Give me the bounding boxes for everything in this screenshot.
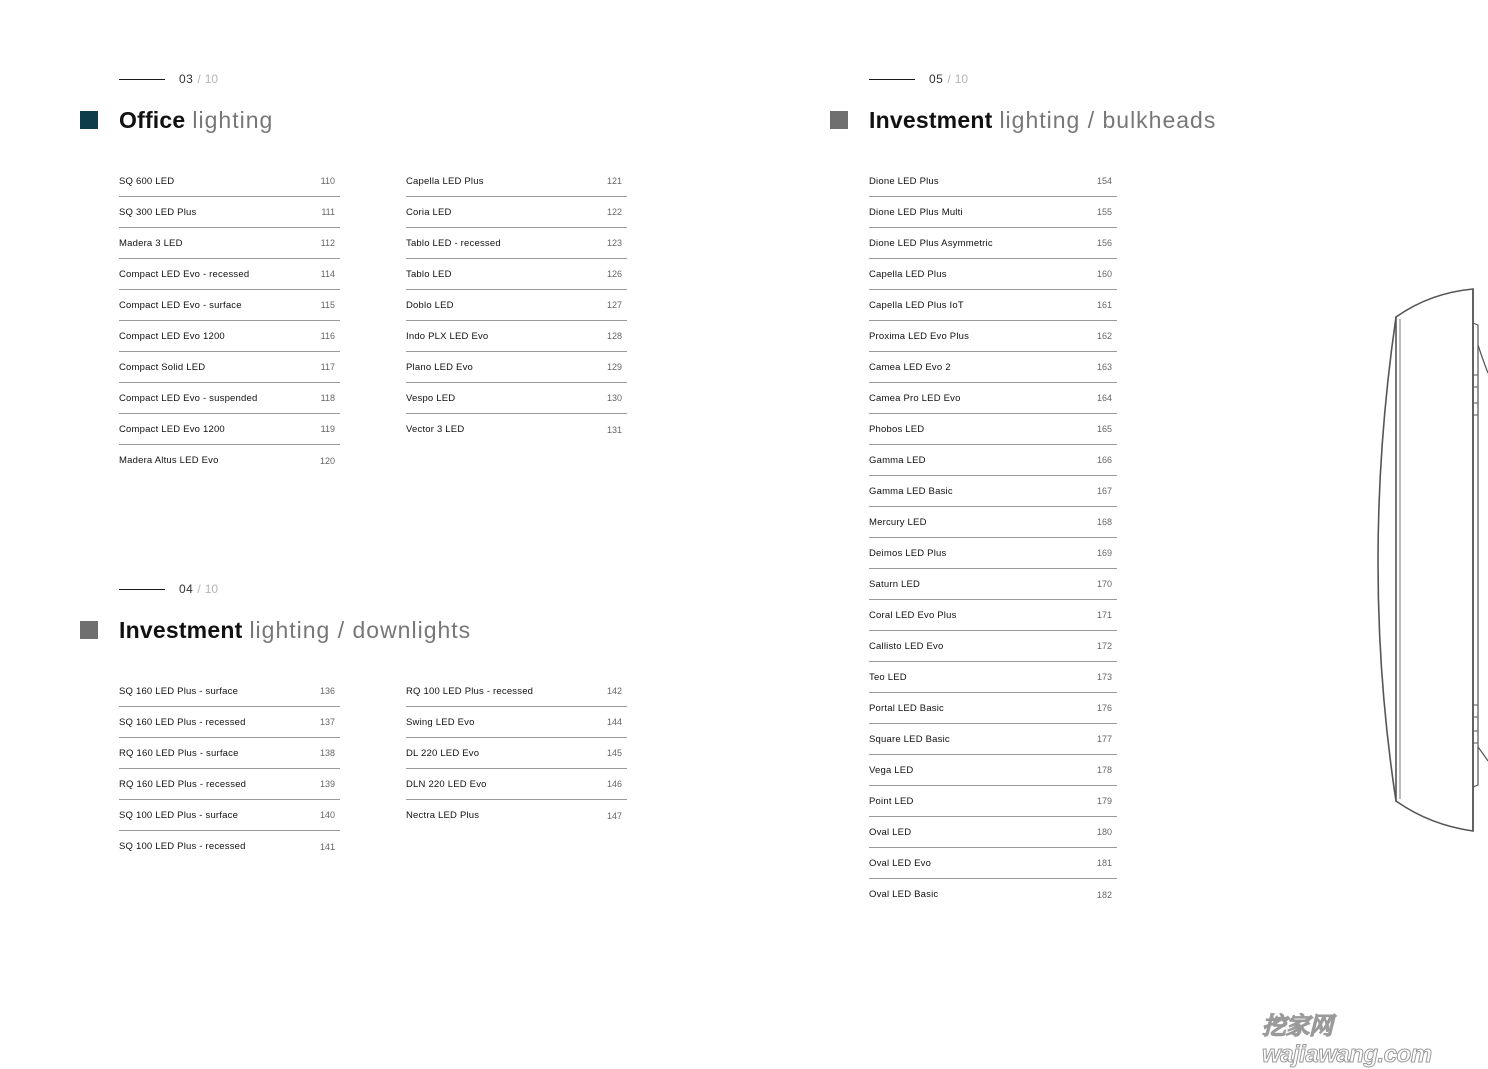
watermark: 挖家网 wajiawang.com (1262, 1013, 1432, 1068)
list-item[interactable] (406, 738, 627, 769)
product-name: Plano LED Evo (406, 361, 474, 373)
list-item[interactable] (119, 166, 340, 197)
product-name: Compact LED Evo 1200 (119, 423, 225, 435)
page-number: 167 (1096, 486, 1112, 496)
page-number: 111 (321, 207, 335, 217)
page-number: 117 (320, 362, 335, 372)
section-current: 03 (179, 72, 194, 86)
page-number: 180 (1096, 827, 1112, 837)
page-number: 120 (319, 455, 335, 466)
page-number: 168 (1096, 517, 1112, 527)
product-name: Oval LED (869, 826, 912, 838)
section-total: 10 (204, 72, 219, 86)
list-item[interactable] (406, 259, 627, 290)
section-separator: / (197, 582, 201, 596)
product-name: SQ 100 LED Plus - surface (119, 809, 239, 821)
page-number: 163 (1096, 362, 1112, 372)
product-name: Compact Solid LED (119, 361, 206, 373)
title-light: lighting (192, 106, 274, 133)
section-03-number (119, 71, 218, 87)
page-number: 138 (319, 748, 335, 758)
product-name: Camea Pro LED Evo (869, 392, 961, 404)
list-item[interactable] (869, 259, 1117, 290)
downlights-list-right (406, 676, 627, 831)
list-item[interactable] (406, 414, 627, 445)
product-name: Madera 3 LED (119, 237, 183, 249)
list-item[interactable] (119, 321, 340, 352)
page-number: 121 (606, 176, 622, 186)
product-name: Swing LED Evo (406, 716, 475, 728)
product-name: Oval LED Evo (869, 857, 932, 869)
product-name: Proxima LED Evo Plus (869, 330, 970, 342)
product-name: SQ 100 LED Plus - recessed (119, 841, 246, 852)
section-marker-icon (80, 621, 98, 639)
page-number: 172 (1096, 641, 1112, 651)
page-number: 160 (1096, 269, 1112, 279)
page-number: 171 (1096, 610, 1112, 620)
list-item[interactable] (869, 600, 1117, 631)
section-separator: / (197, 72, 201, 86)
list-item[interactable] (406, 676, 627, 707)
page-number: 139 (319, 779, 335, 789)
list-item[interactable] (119, 383, 340, 414)
page-number: 114 (320, 269, 335, 279)
page-number: 129 (606, 362, 622, 372)
page-number: 147 (606, 810, 622, 821)
product-name: SQ 300 LED Plus (119, 206, 197, 218)
product-name: Dione LED Plus (869, 175, 939, 187)
list-item[interactable] (406, 707, 627, 738)
product-name: Indo PLX LED Evo (406, 330, 489, 342)
section-current: 04 (179, 582, 194, 596)
page-number: 166 (1096, 455, 1112, 465)
product-name: Nectra LED Plus (406, 810, 480, 821)
product-name: RQ 160 LED Plus - surface (119, 747, 239, 759)
title-light: lighting / bulkheads (999, 106, 1217, 133)
page-number: 141 (319, 841, 335, 852)
page-number: 177 (1096, 734, 1112, 744)
product-name: Tablo LED (406, 268, 452, 280)
bulkhead-luminaire-icon (1360, 285, 1488, 845)
list-item[interactable] (119, 228, 340, 259)
list-item[interactable] (869, 755, 1117, 786)
page-number: 136 (319, 686, 335, 696)
list-item[interactable] (869, 352, 1117, 383)
office-list-left (119, 166, 340, 476)
title-light: lighting / downlights (249, 616, 472, 643)
page-number: 110 (320, 176, 335, 186)
section-03-title (80, 105, 273, 135)
section-marker-icon (80, 111, 98, 129)
section-total: 10 (954, 72, 969, 86)
section-04-title (80, 615, 471, 645)
title-bold: Investment (119, 616, 243, 643)
page-number: 112 (320, 238, 335, 248)
list-item[interactable] (869, 507, 1117, 538)
list-item[interactable] (869, 290, 1117, 321)
section-marker-icon (830, 111, 848, 129)
list-item[interactable] (119, 414, 340, 445)
product-name: SQ 160 LED Plus - surface (119, 685, 239, 697)
page-number: 179 (1096, 796, 1112, 806)
product-name: Capella LED Plus IoT (869, 299, 964, 311)
list-item[interactable] (869, 569, 1117, 600)
section-total: 10 (204, 582, 219, 596)
section-05-number (869, 71, 968, 87)
title-bold: Office (119, 106, 186, 133)
list-item[interactable] (406, 383, 627, 414)
product-name: Compact LED Evo - surface (119, 299, 242, 311)
list-item[interactable] (406, 352, 627, 383)
list-item[interactable] (406, 321, 627, 352)
product-name: Capella LED Plus (406, 175, 484, 187)
list-item[interactable] (406, 290, 627, 321)
list-item[interactable] (869, 321, 1117, 352)
list-item[interactable] (119, 259, 340, 290)
list-item[interactable] (869, 228, 1117, 259)
product-name: Doblo LED (406, 299, 454, 311)
page-number: 127 (606, 300, 622, 310)
product-name: Compact LED Evo - recessed (119, 268, 250, 280)
product-name: Callisto LED Evo (869, 640, 944, 652)
list-item[interactable] (869, 817, 1117, 848)
page-number: 128 (606, 331, 622, 341)
product-name: Vega LED (869, 764, 914, 776)
divider (119, 589, 165, 590)
page-number: 165 (1096, 424, 1112, 434)
product-name: Point LED (869, 795, 914, 807)
list-item[interactable] (119, 676, 340, 707)
page-number: 142 (606, 686, 622, 696)
page-number: 119 (320, 424, 335, 434)
list-item[interactable] (406, 800, 627, 831)
product-name: Deimos LED Plus (869, 547, 947, 559)
list-item[interactable] (869, 631, 1117, 662)
product-name: DLN 220 LED Evo (406, 778, 487, 790)
page-number: 154 (1096, 176, 1112, 186)
page-number: 173 (1096, 672, 1112, 682)
page-number: 155 (1096, 207, 1112, 217)
section-current: 05 (929, 72, 944, 86)
list-item[interactable] (869, 414, 1117, 445)
list-item[interactable] (869, 662, 1117, 693)
divider (119, 79, 165, 80)
page-number: 178 (1096, 765, 1112, 775)
page-number: 115 (320, 300, 335, 310)
section-separator: / (947, 72, 951, 86)
product-name: Oval LED Basic (869, 889, 939, 900)
product-name: DL 220 LED Evo (406, 747, 480, 759)
page-number: 170 (1096, 579, 1112, 589)
list-item[interactable] (406, 228, 627, 259)
product-name: Gamma LED (869, 454, 926, 466)
page-number: 137 (319, 717, 335, 727)
page-number: 130 (606, 393, 622, 403)
product-name: RQ 100 LED Plus - recessed (406, 685, 534, 697)
page-number: 169 (1096, 548, 1112, 558)
product-name: Vespo LED (406, 392, 456, 404)
list-item[interactable] (869, 383, 1117, 414)
product-name: RQ 160 LED Plus - recessed (119, 778, 247, 790)
product-name: SQ 160 LED Plus - recessed (119, 716, 246, 728)
list-item[interactable] (869, 476, 1117, 507)
list-item[interactable] (119, 800, 340, 831)
product-name: Capella LED Plus (869, 268, 947, 280)
list-item[interactable] (119, 290, 340, 321)
list-item[interactable] (119, 197, 340, 228)
page-number: 131 (606, 424, 622, 435)
page-number: 161 (1096, 300, 1112, 310)
list-item[interactable] (119, 831, 340, 862)
list-item[interactable] (119, 707, 340, 738)
downlights-list-left (119, 676, 340, 862)
product-name: Compact LED Evo - suspended (119, 392, 258, 404)
list-item[interactable] (406, 197, 627, 228)
product-name: SQ 600 LED (119, 175, 175, 187)
page-number: 116 (320, 331, 335, 341)
product-name: Tablo LED - recessed (406, 237, 501, 249)
list-item[interactable] (406, 166, 627, 197)
list-item[interactable] (869, 538, 1117, 569)
list-item[interactable] (869, 879, 1117, 910)
product-name: Dione LED Plus Asymmetric (869, 237, 993, 249)
page-number: 126 (606, 269, 622, 279)
product-name: Camea LED Evo 2 (869, 361, 951, 373)
office-list-right (406, 166, 627, 445)
list-item[interactable] (119, 352, 340, 383)
product-name: Teo LED (869, 671, 907, 683)
product-name: Square LED Basic (869, 733, 950, 745)
page-number: 140 (319, 810, 335, 820)
page-number: 146 (606, 779, 622, 789)
list-item[interactable] (406, 769, 627, 800)
page-number: 181 (1096, 858, 1112, 868)
list-item[interactable] (119, 738, 340, 769)
list-item[interactable] (119, 769, 340, 800)
page-number: 145 (606, 748, 622, 758)
list-item[interactable] (119, 445, 340, 476)
list-item[interactable] (869, 197, 1117, 228)
title-bold: Investment (869, 106, 993, 133)
product-name: Mercury LED (869, 516, 927, 528)
page-number: 176 (1096, 703, 1112, 713)
section-04-number (119, 581, 218, 597)
product-name: Madera Altus LED Evo (119, 455, 219, 466)
page-number: 182 (1096, 889, 1112, 900)
list-item[interactable] (869, 445, 1117, 476)
page-number: 118 (320, 393, 335, 403)
product-name: Phobos LED (869, 423, 925, 435)
page-number: 164 (1096, 393, 1112, 403)
product-name: Coria LED (406, 206, 452, 218)
product-name: Portal LED Basic (869, 702, 945, 714)
page-number: 144 (606, 717, 622, 727)
section-05-title (830, 105, 1216, 135)
divider (869, 79, 915, 80)
product-name: Dione LED Plus Multi (869, 206, 963, 218)
page-number: 162 (1096, 331, 1112, 341)
product-name: Coral LED Evo Plus (869, 609, 957, 621)
list-item[interactable] (869, 786, 1117, 817)
product-name: Vector 3 LED (406, 424, 465, 435)
page-number: 123 (606, 238, 622, 248)
list-item[interactable] (869, 848, 1117, 879)
list-item[interactable] (869, 693, 1117, 724)
page-number: 156 (1096, 238, 1112, 248)
product-name: Compact LED Evo 1200 (119, 330, 225, 342)
bulkheads-list (869, 166, 1117, 910)
product-name: Saturn LED (869, 578, 921, 590)
list-item[interactable] (869, 166, 1117, 197)
product-name: Gamma LED Basic (869, 485, 953, 497)
page-number: 122 (606, 207, 622, 217)
list-item[interactable] (869, 724, 1117, 755)
